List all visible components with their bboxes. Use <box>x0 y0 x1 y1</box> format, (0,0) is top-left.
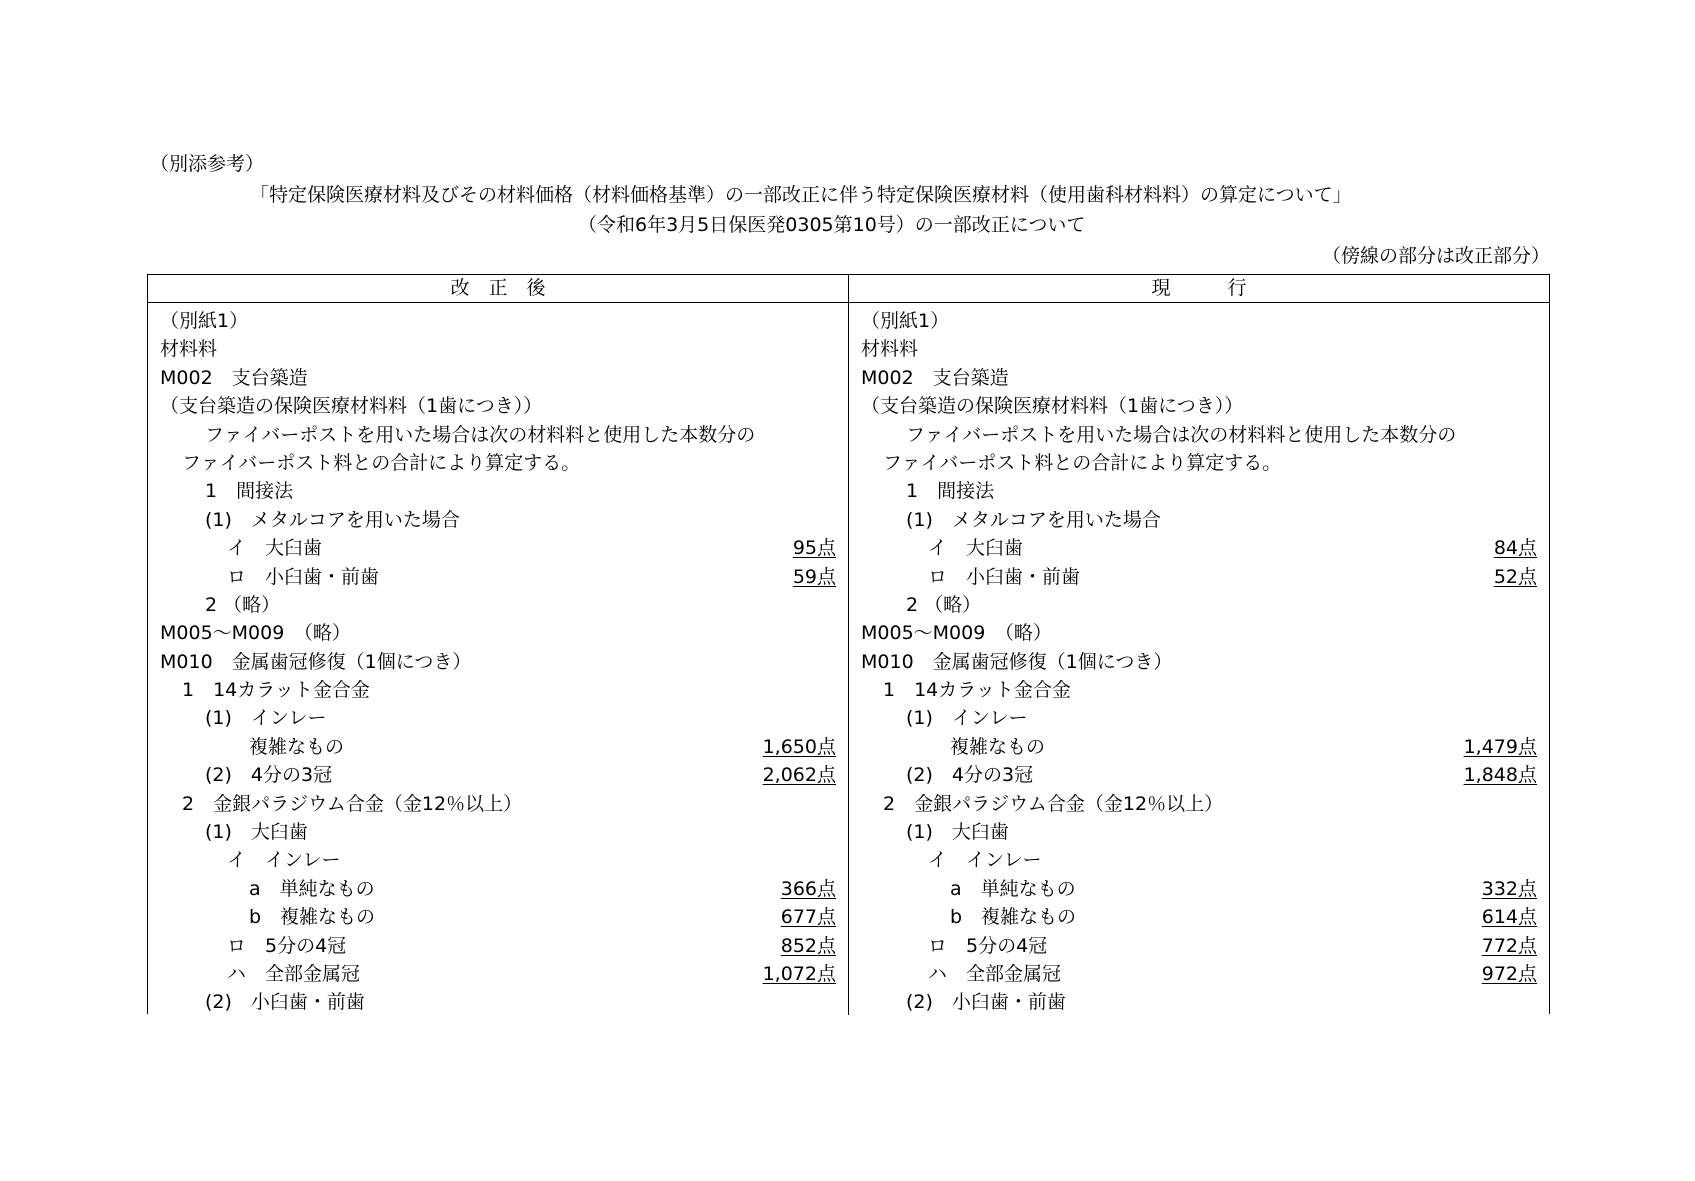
row-points-value: 1,848点 <box>1463 764 1537 787</box>
row-label: ファイバーポストを用いた場合は次の材料料と使用した本数分の <box>205 423 756 446</box>
row-label: ロ 小臼歯・前歯 <box>227 565 380 588</box>
table-row <box>861 733 1551 761</box>
row-label: （支台築造の保険医療材料料（1歯につき）） <box>160 395 543 418</box>
table-row <box>861 648 1551 676</box>
table-row <box>861 932 1551 960</box>
row-label: 1 14カラット金合金 <box>182 679 370 702</box>
row-label: （支台築造の保険医療材料料（1歯につき）） <box>861 395 1244 418</box>
table-row <box>861 988 1551 1016</box>
row-label: b 複雑なもの <box>249 906 376 929</box>
table-row <box>861 960 1551 988</box>
table-row <box>861 619 1551 647</box>
table-row <box>160 932 850 960</box>
table-row <box>861 761 1551 789</box>
table-row <box>861 875 1551 903</box>
table-row <box>861 477 1551 505</box>
row-points-value: 614点 <box>1481 906 1537 929</box>
table-row <box>160 307 850 335</box>
table-row <box>861 846 1551 874</box>
revised-column <box>160 307 850 1017</box>
row-label: 複雑なもの <box>950 735 1046 758</box>
table-row <box>861 506 1551 534</box>
row-label: (1) 大臼歯 <box>205 821 308 844</box>
table-row <box>861 421 1551 449</box>
table-row <box>160 421 850 449</box>
row-label: M010 金属歯冠修復（1個につき） <box>160 650 472 673</box>
row-label: ファイバーポストを用いた場合は次の材料料と使用した本数分の <box>906 423 1457 446</box>
row-label: 複雑なもの <box>249 735 345 758</box>
table-row <box>861 563 1551 591</box>
row-label: ハ 全部金属冠 <box>227 962 361 985</box>
table-row <box>861 903 1551 931</box>
row-points-value: 332点 <box>1481 877 1537 900</box>
row-points-value: 2,062点 <box>762 764 836 787</box>
table-row <box>861 449 1551 477</box>
table-row <box>861 818 1551 846</box>
row-label: M010 金属歯冠修復（1個につき） <box>861 650 1173 673</box>
table-row <box>160 676 850 704</box>
comparison-table <box>147 274 1550 1014</box>
table-row <box>160 506 850 534</box>
row-label: ハ 全部金属冠 <box>928 962 1062 985</box>
table-row <box>861 392 1551 420</box>
row-label: イ 大臼歯 <box>227 537 323 560</box>
row-label: ファイバーポスト料との合計により算定する。 <box>883 451 1282 474</box>
table-row <box>160 648 850 676</box>
row-label: イ インレー <box>928 849 1042 872</box>
row-label: M005～M009 （略） <box>861 622 1052 645</box>
row-label: 2 金銀パラジウム合金（金12％以上） <box>883 792 1224 815</box>
underline-legend-note: （傍線の部分は改正部分） <box>1321 245 1550 267</box>
row-points-value: 1,650点 <box>762 735 836 758</box>
table-row <box>160 818 850 846</box>
table-row <box>160 960 850 988</box>
document-title: 「特定保険医療材料及びその材料価格（材料価格基準）の一部改正に伴う特定保険医療材料（使用歯科材料料）の算定について」 <box>250 184 1352 206</box>
table-row <box>861 676 1551 704</box>
row-label: (1) メタルコアを用いた場合 <box>205 508 460 531</box>
table-row <box>160 790 850 818</box>
row-label: (1) 大臼歯 <box>906 821 1009 844</box>
row-points-value: 366点 <box>780 877 836 900</box>
row-label: M002 支台築造 <box>160 366 308 389</box>
row-label: 1 間接法 <box>906 480 995 503</box>
table-row <box>861 534 1551 562</box>
row-label: 材料料 <box>861 338 919 361</box>
table-row <box>160 477 850 505</box>
table-row <box>160 364 850 392</box>
table-row <box>160 903 850 931</box>
table-row <box>861 307 1551 335</box>
row-points-value: 972点 <box>1481 962 1537 985</box>
row-label: M005～M009 （略） <box>160 622 351 645</box>
row-label: (2) 小臼歯・前歯 <box>906 991 1066 1014</box>
table-row <box>861 591 1551 619</box>
row-label: （別紙1） <box>160 310 249 332</box>
row-points-value: 95点 <box>792 537 836 560</box>
row-label: a 単純なもの <box>950 877 1076 900</box>
row-label: M002 支台築造 <box>861 366 1009 389</box>
row-label: ファイバーポスト料との合計により算定する。 <box>182 451 581 474</box>
table-row <box>160 335 850 363</box>
table-row <box>861 335 1551 363</box>
row-points-value: 677点 <box>780 906 836 929</box>
row-points-value: 852点 <box>780 934 836 957</box>
row-label: イ インレー <box>227 849 341 872</box>
row-label: ロ 5分の4冠 <box>227 934 347 957</box>
table-row <box>861 790 1551 818</box>
row-points-value: 772点 <box>1481 934 1537 957</box>
table-row <box>160 534 850 562</box>
row-label: ロ 5分の4冠 <box>928 934 1048 957</box>
table-row <box>160 449 850 477</box>
table-row <box>160 392 850 420</box>
current-column <box>861 307 1551 1017</box>
row-points-value: 52点 <box>1493 565 1537 588</box>
row-label: 材料料 <box>160 338 218 361</box>
row-points-value: 84点 <box>1493 537 1537 560</box>
table-row <box>160 988 850 1016</box>
table-row <box>160 704 850 732</box>
table-row <box>160 761 850 789</box>
row-label: (1) メタルコアを用いた場合 <box>906 508 1161 531</box>
row-label: 2 （略） <box>906 593 982 616</box>
row-label: 2 金銀パラジウム合金（金12％以上） <box>182 792 523 815</box>
table-row <box>861 704 1551 732</box>
row-label: (2) 小臼歯・前歯 <box>205 991 365 1014</box>
row-label: イ 大臼歯 <box>928 537 1024 560</box>
row-points-value: 1,479点 <box>1463 735 1537 758</box>
row-label: 2 （略） <box>205 593 281 616</box>
row-label: 1 間接法 <box>205 480 294 503</box>
row-label: (2) 4分の3冠 <box>906 764 1034 787</box>
row-label: a 単純なもの <box>249 877 375 900</box>
row-label: ロ 小臼歯・前歯 <box>928 565 1081 588</box>
row-label: （別紙1） <box>861 310 950 332</box>
row-label: (1) インレー <box>906 707 1028 730</box>
table-row <box>160 733 850 761</box>
row-label: (2) 4分の3冠 <box>205 764 333 787</box>
row-label: (1) インレー <box>205 707 327 730</box>
table-row <box>160 846 850 874</box>
table-row <box>160 619 850 647</box>
table-row <box>160 591 850 619</box>
row-points-value: 1,072点 <box>762 962 836 985</box>
document-subtitle: （令和6年3月5日保医発0305第10号）の一部改正について <box>578 214 1086 236</box>
table-row <box>861 364 1551 392</box>
row-label: 1 14カラット金合金 <box>883 679 1071 702</box>
row-label: b 複雑なもの <box>950 906 1077 929</box>
attachment-reference-label: （別添参考） <box>150 153 265 175</box>
column-header-current: 現 行 <box>1151 277 1247 299</box>
row-points-value: 59点 <box>792 565 836 588</box>
column-header-revised: 改 正 後 <box>450 277 546 299</box>
table-row <box>160 563 850 591</box>
table-row <box>160 875 850 903</box>
